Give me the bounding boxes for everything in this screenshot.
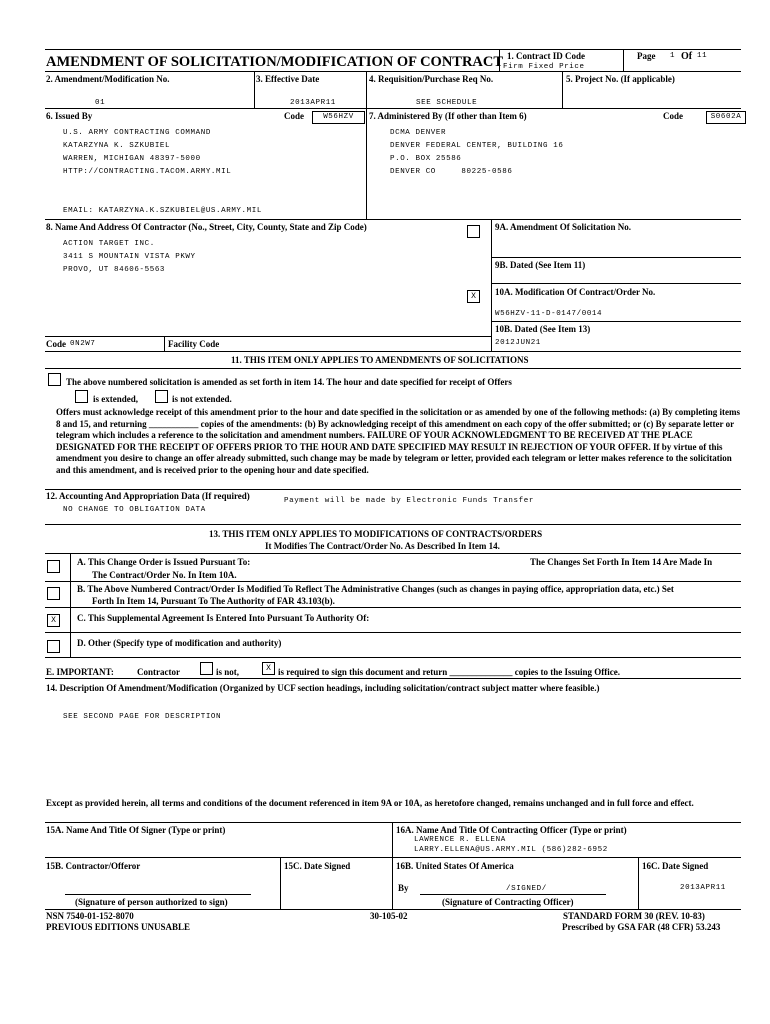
item-13-heading: 13. THIS ITEM ONLY APPLIES TO MODIFICATIONS OF CONTRACTS/ORDERS — [209, 529, 543, 539]
contractor-line-3: PROVO, UT 84606-5563 — [63, 266, 166, 274]
item-11-amended-checkbox[interactable] — [48, 373, 61, 386]
item-13c-text: C. This Supplemental Agreement Is Entered Into Pursuant To Authority Of: — [77, 613, 370, 623]
item-10a-value: W56HZV-11-D-0147/0014 — [495, 310, 603, 318]
standard-form: STANDARD FORM 30 (REV. 10-83) — [563, 911, 705, 921]
nsn: NSN 7540-01-152-8070 — [46, 911, 134, 921]
effective-date-value: 2013APR11 — [290, 99, 336, 107]
page-total: 11 — [697, 52, 708, 60]
issued-by-line-3: WARREN, MICHIGAN 48397-5000 — [63, 155, 201, 163]
page-label: Page — [637, 51, 656, 61]
contractor-code-value: 0N2W7 — [70, 340, 96, 348]
extended-label: is extended, — [93, 394, 138, 404]
page-number: 1 — [670, 52, 676, 60]
item-13b-text-1: B. The Above Numbered Contract/Order Is Modified To Reflect The Administrative Changes (such as changes in paying office, appropriation data, etc.) Set — [77, 584, 674, 594]
item-10b-label: 10B. Dated (See Item 13) — [495, 324, 591, 334]
item-14-value: SEE SECOND PAGE FOR DESCRIPTION — [63, 713, 222, 721]
item-13-subheading: It Modifies The Contract/Order No. As Described In Item 14. — [265, 541, 500, 551]
issued-by-line-4: HTTP://CONTRACTING.TACOM.ARMY.MIL — [63, 168, 232, 176]
item-13d-text: D. Other (Specify type of modification and authority) — [77, 638, 282, 648]
officer-signed: /SIGNED/ — [506, 885, 547, 893]
extended-checkbox[interactable] — [75, 390, 88, 403]
officer-signature-caption: (Signature of Contracting Officer) — [442, 897, 574, 907]
is-required-text: is required to sign this document and return ______________ copies to the Issuing Office. — [278, 667, 621, 677]
is-required-checkbox[interactable]: X — [262, 662, 275, 675]
item-13b-checkbox[interactable] — [47, 587, 60, 600]
previous-editions: PREVIOUS EDITIONS UNUSABLE — [46, 922, 191, 932]
effective-date-label: 3. Effective Date — [256, 74, 320, 84]
item-14-label: 14. Description Of Amendment/Modification (Organized by UCF section headings, including solicitation/contract subject matter where feasible.) — [46, 683, 600, 693]
is-not-checkbox[interactable] — [200, 662, 213, 675]
item-9b-label: 9B. Dated (See Item 11) — [495, 260, 586, 270]
administered-line-3: P.O. BOX 25586 — [390, 155, 462, 163]
not-extended-label: is not extended. — [172, 394, 232, 404]
item-12-label: 12. Accounting And Appropriation Data (If required) — [46, 491, 250, 501]
item-15a-label: 15A. Name And Title Of Signer (Type or print) — [46, 825, 226, 835]
amendment-no-value: 01 — [95, 99, 106, 107]
item-13d-checkbox[interactable] — [47, 640, 60, 653]
item-11-paragraph: Offers must acknowledge receipt of this amendment prior to the hour and date specified in the solicitation or as amended by one of the following methods: (a) By completing items 8 and 15, and returning ___________ copies of the amendments: (b) By acknowledging receipt of this amendment on each copy of the offer submitted; or (c) By separate letter or telegram which includes a reference to the solicitation and amendment numbers. FAILURE OF YOUR ACKNOWLEDGMENT TO BE RECEIVED AT THE PLACE DESIGNATED FOR THE RECEIPT OF OFFERS PRIOR TO THE HOUR AND DATE SPECIFIED MAY RESULT IN REJECTION OF YOUR OFFER. If by virtue of this amendment you desire to change an offer already submitted, such change may be made by telegram or letter, provided each telegram or letter makes reference to the solicitation and this amendment, and is received prior to the opening hour and date specified. — [56, 407, 741, 475]
item-12-value-2: NO CHANGE TO OBLIGATION DATA — [63, 506, 206, 514]
item-11-heading: 11. THIS ITEM ONLY APPLIES TO AMENDMENTS OF SOLICITATIONS — [231, 355, 529, 365]
issued-by-line-1: U.S. ARMY CONTRACTING COMMAND — [63, 129, 211, 137]
item-11-line-1: The above numbered solicitation is amended as set forth in item 14. The hour and date specified for receipt of Offers — [66, 377, 512, 387]
item-16a-label: 16A. Name And Title Of Contracting Officer (Type or print) — [396, 825, 627, 835]
issued-by-email: EMAIL: KATARZYNA.K.SZKUBIEL@US.ARMY.MIL — [63, 207, 262, 215]
item-13a-text-1: A. This Change Order is Issued Pursuant To: — [77, 557, 251, 567]
item-13a-text-right: The Changes Set Forth In Item 14 Are Made In — [530, 557, 713, 567]
issued-code-value: W56HZV — [312, 111, 365, 124]
of-label: Of — [681, 51, 693, 62]
by-label: By — [398, 883, 409, 893]
administered-line-4: DENVER CO 80225-0586 — [390, 168, 513, 176]
contractor-code-label: Code — [46, 339, 66, 349]
administered-line-1: DCMA DENVER — [390, 129, 447, 137]
important-label: E. IMPORTANT: — [46, 667, 114, 677]
issued-by-label: 6. Issued By — [46, 111, 93, 121]
item-16c-value: 2013APR11 — [680, 884, 726, 892]
requisition-label: 4. Requisition/Purchase Req No. — [369, 74, 494, 84]
form-number-center: 30-105-02 — [370, 911, 408, 921]
issued-by-line-2: KATARZYNA K. SZKUBIEL — [63, 142, 171, 150]
item-13a-text-2: The Contract/Order No. In Item 10A. — [92, 570, 237, 580]
item-13a-checkbox[interactable] — [47, 560, 60, 573]
administered-code-label: Code — [663, 111, 683, 121]
administered-by-label: 7. Administered By (If other than Item 6) — [369, 111, 527, 121]
contractor-label: 8. Name And Address Of Contractor (No., Street, City, County, State and Zip Code) — [46, 222, 367, 232]
is-not-label: is not, — [216, 667, 240, 677]
requisition-value: SEE SCHEDULE — [416, 99, 478, 107]
officer-name: LAWRENCE R. ELLENA — [414, 836, 506, 844]
item-16b-label: 16B. United States Of America — [396, 861, 514, 871]
item-15c-label: 15C. Date Signed — [284, 861, 351, 871]
except-text: Except as provided herein, all terms and conditions of the document referenced in item 9A or 10A, as heretofore changed, remains unchanged and in full force and effect. — [46, 798, 694, 808]
officer-contact: LARRY.ELLENA@US.ARMY.MIL (586)282-6952 — [414, 846, 608, 854]
contractor-signature-caption: (Signature of person authorized to sign) — [75, 897, 228, 907]
facility-code-label: Facility Code — [168, 339, 220, 349]
item-16c-label: 16C. Date Signed — [642, 861, 709, 871]
contract-id-label: 1. Contract ID Code — [507, 51, 585, 61]
contract-id-value: Firm Fixed Price — [503, 63, 585, 71]
administered-line-2: DENVER FEDERAL CENTER, BUILDING 16 — [390, 142, 564, 150]
item-10a-label: 10A. Modification Of Contract/Order No. — [495, 287, 656, 297]
item-12-value-1: Payment will be made by Electronic Funds Transfer — [284, 497, 534, 505]
item-13b-text-2: Forth In Item 14, Pursuant To The Authority of FAR 43.103(b). — [92, 596, 335, 606]
prescribed-by: Prescribed by GSA FAR (48 CFR) 53.243 — [562, 922, 721, 932]
item-15b-label: 15B. Contractor/Offeror — [46, 861, 141, 871]
project-no-label: 5. Project No. (If applicable) — [566, 74, 675, 84]
issued-code-label: Code — [284, 111, 304, 121]
administered-code-value: S0602A — [706, 111, 746, 124]
item-13c-checkbox[interactable]: X — [47, 614, 60, 627]
item-10b-value: 2012JUN21 — [495, 339, 541, 347]
contractor-word: Contractor — [137, 667, 180, 677]
item-9a-label: 9A. Amendment Of Solicitation No. — [495, 222, 631, 232]
not-extended-checkbox[interactable] — [155, 390, 168, 403]
contractor-line-2: 3411 S MOUNTAIN VISTA PKWY — [63, 253, 196, 261]
contractor-line-1: ACTION TARGET INC. — [63, 240, 155, 248]
item-10a-checkbox[interactable]: X — [467, 290, 480, 303]
amendment-no-label: 2. Amendment/Modification No. — [46, 74, 170, 84]
form-title: AMENDMENT OF SOLICITATION/MODIFICATION OF CONTRACT — [46, 54, 504, 70]
item-9a-checkbox[interactable] — [467, 225, 480, 238]
